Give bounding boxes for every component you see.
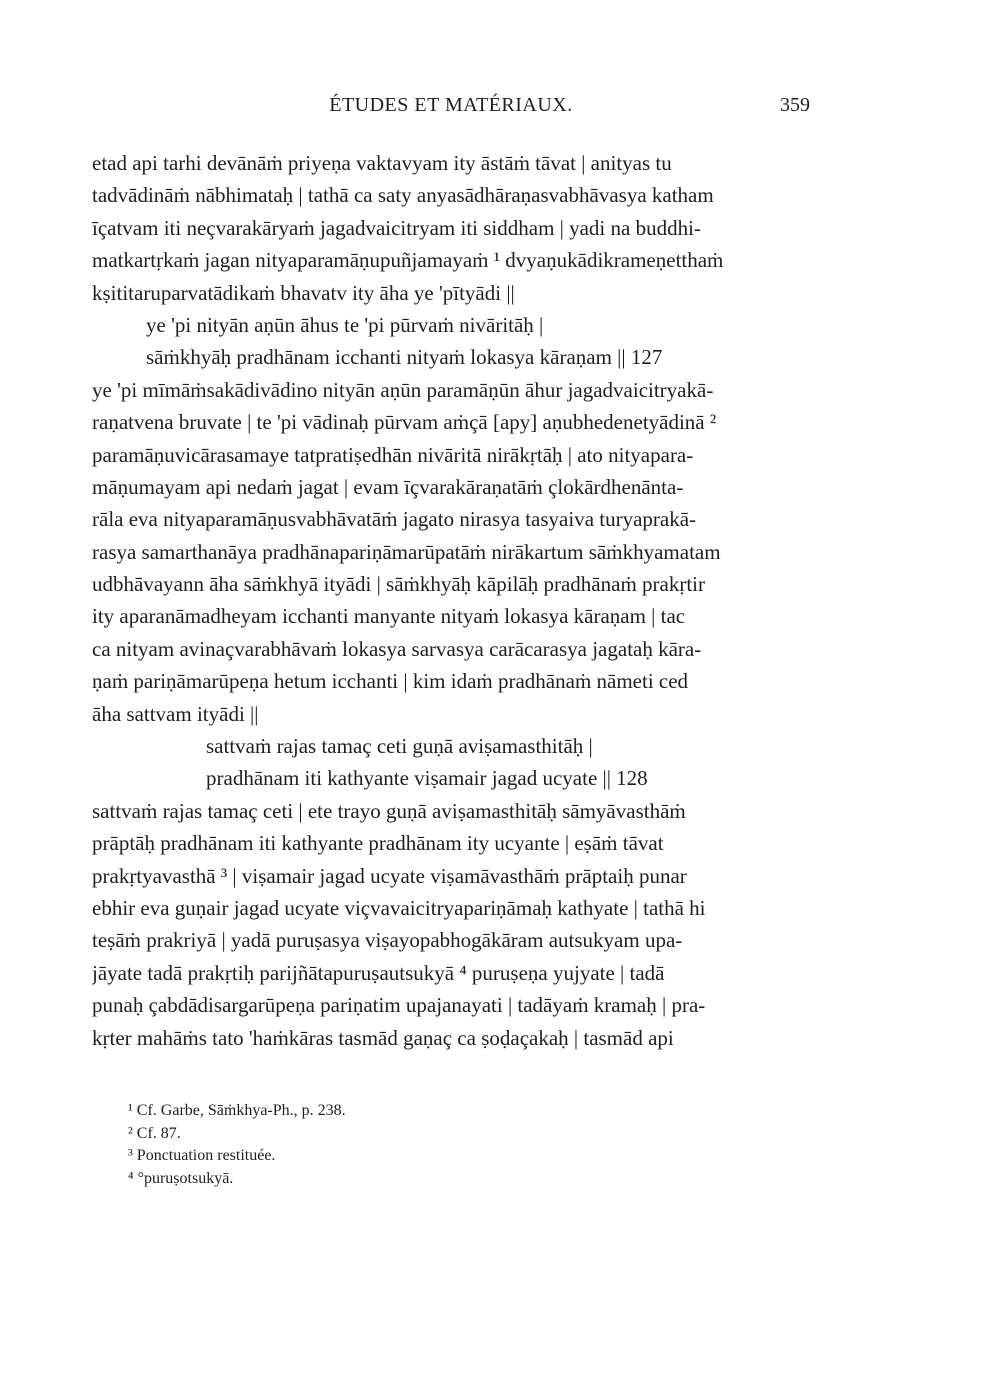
- page-header: [92, 94, 810, 124]
- text-line: sattvaṁ rajas tamaç ceti | ete trayo guṇā aviṣamasthitāḥ sāmyāvasthāṁ: [92, 798, 686, 823]
- text-line: ebhir eva guṇair jagad ucyate viçvavaicitryapariṇāmaḥ kathyate | tathā hi: [92, 895, 706, 920]
- text-line: prakṛtyavasthā ³ | viṣamair jagad ucyate viṣamāvasthāṁ prāptaiḥ punar: [92, 863, 687, 888]
- text-line: rasya samarthanāya pradhānapariṇāmarūpatāṁ nirākartum sāṁkhyamatam: [92, 539, 721, 564]
- text-line: rāla eva nityaparamāṇusvabhāvatāṁ jagato nirasya tasyaiva turyaprakā-: [92, 507, 697, 532]
- page-number: 359: [780, 94, 810, 116]
- text-line: tadvādināṁ nābhimataḥ | tathā ca saty anyasādhāraṇasvabhāvasya katham: [92, 183, 714, 208]
- footnote: ² Cf. 87.: [128, 1124, 181, 1142]
- text-line: āha sattvam ityādi ||: [92, 701, 259, 726]
- text-line: jāyate tadā prakṛtiḥ parijñātapuruṣautsukyā ⁴ puruṣeṇa yujyate | tadā: [92, 960, 665, 985]
- text-line: paramāṇuvicārasamaye tatpratiṣedhān nivāritā nirākṛtāḥ | ato nityapara-: [92, 442, 694, 467]
- verse-line: ye 'pi nityān aṇūn āhus te 'pi pūrvaṁ nivāritāḥ |: [146, 312, 544, 337]
- text-line: ity aparanāmadheyam icchanti manyante nityaṁ lokasya kāraṇam | tac: [92, 604, 686, 629]
- text-line: punaḥ çabdādisargarūpeṇa pariṇatim upajanayati | tadāyaṁ kramaḥ | pra-: [92, 993, 706, 1018]
- verse-line: pradhānam iti kathyante viṣamair jagad ucyate || 128: [206, 766, 648, 791]
- text-line: ye 'pi mīmāṁsakādivādino nityān aṇūn paramāṇūn āhur jagadvaicitryakā-: [92, 377, 714, 402]
- body-text: [92, 147, 810, 1054]
- text-line: etad api tarhi devānāṁ priyeṇa vaktavyam ity āstāṁ tāvat | anityas tu: [92, 151, 672, 175]
- text-line: kṣititaruparvatādikaṁ bhavatv ity āha ye 'pītyādi ||: [92, 280, 515, 305]
- text-line: ca nityam avinaçvarabhāvaṁ lokasya sarvasya carācarasya jagataḥ kāra-: [92, 636, 702, 661]
- text-line: māṇumayam api nedaṁ jagat | evam īçvarakāraṇatāṁ çlokārdhenānta-: [92, 474, 684, 499]
- running-title: ÉTUDES ET MATÉRIAUX.: [329, 94, 573, 116]
- footnotes: [128, 1100, 528, 1190]
- text-line: matkartṛkaṁ jagan nityaparamāṇupuñjamayaṁ ¹ dvyaṇukādikrameṇetthaṁ: [92, 248, 724, 273]
- text-line: prāptāḥ pradhānam iti kathyante pradhānam ity ucyante | eṣāṁ tāvat: [92, 831, 664, 856]
- footnote: ⁴ °puruṣotsukyā.: [128, 1169, 234, 1187]
- verse-line: sāṁkhyāḥ pradhānam icchanti nityaṁ lokasya kāraṇam || 127: [146, 345, 663, 370]
- footnote: ¹ Cf. Garbe, Sāṁkhya-Ph., p. 238.: [128, 1102, 346, 1119]
- text-line: īçatvam iti neçvarakāryaṁ jagadvaicitryam iti siddham | yadi na buddhi-: [92, 215, 701, 240]
- text-line: ṇaṁ pariṇāmarūpeṇa hetum icchanti | kim idaṁ pradhānaṁ nāmeti ced: [92, 669, 689, 694]
- text-line: kṛter mahāṁs tato 'haṁkāras tasmād gaṇaç ca ṣoḍaçakaḥ | tasmād api: [92, 1025, 674, 1050]
- text-line: teṣāṁ prakriyā | yadā puruṣasya viṣayopabhogākāram autsukyam upa-: [92, 928, 683, 953]
- footnote: ³ Ponctuation restituée.: [128, 1147, 276, 1164]
- text-line: udbhāvayann āha sāṁkhyā ityādi | sāṁkhyāḥ kāpilāḥ pradhānaṁ prakṛtir: [92, 572, 705, 597]
- verse-line: sattvaṁ rajas tamaç ceti guṇā aviṣamasthitāḥ |: [206, 734, 593, 759]
- text-line: raṇatvena bruvate | te 'pi vādinaḥ pūrvam aṁçā [apy] aṇubhedenetyādinā ²: [92, 410, 717, 435]
